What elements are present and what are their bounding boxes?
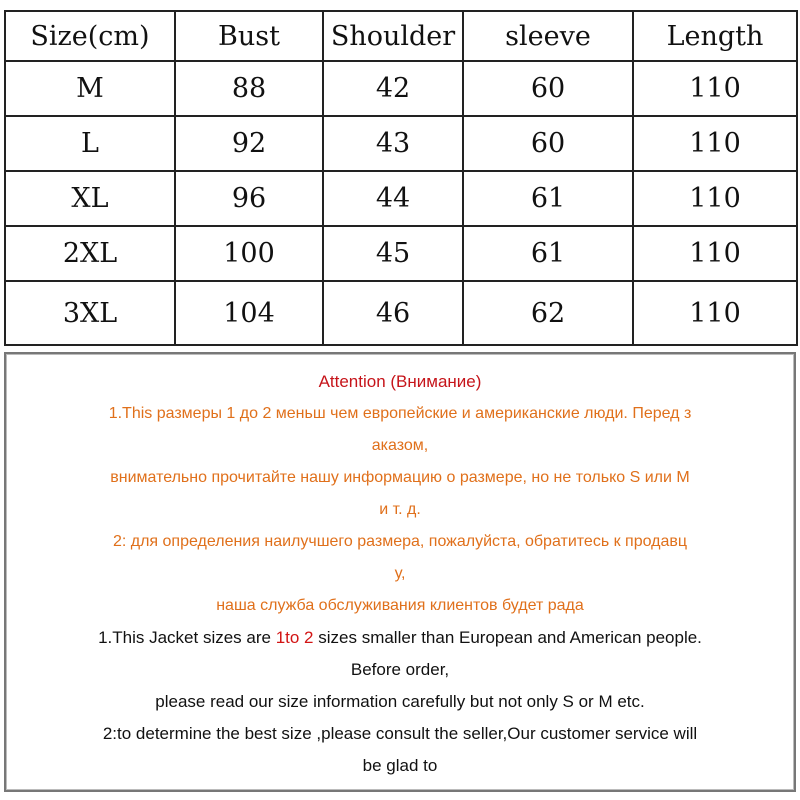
cell-shoulder: 45 [323,226,463,281]
cell-bust: 104 [175,281,323,345]
cell-length: 110 [633,116,797,171]
table-row [5,61,797,116]
cell-size: XL [5,171,175,226]
table-row [5,116,797,171]
cell-sleeve: 60 [463,61,633,116]
cell-size: 3XL [5,281,175,345]
header-shoulder: Shoulder [323,11,463,61]
cell-sleeve: 61 [463,171,633,226]
russian-line: наша служба обслуживания клиентов будет рада [216,597,584,614]
header-bust: Bust [175,11,323,61]
cell-bust: 88 [175,61,323,116]
header-sleeve: sleeve [463,11,633,61]
cell-size: M [5,61,175,116]
header-size: Size(cm) [5,11,175,61]
cell-length: 110 [633,61,797,116]
russian-line: аказом, [371,437,429,454]
cell-bust: 100 [175,226,323,281]
cell-length: 110 [633,171,797,226]
size-difference-highlight: 1to 2 [275,628,314,647]
english-line: Before order, [350,660,450,679]
cell-length: 110 [633,281,797,345]
russian-line: и т. д. [379,501,421,518]
cell-shoulder: 44 [323,171,463,226]
header-length: Length [633,11,797,61]
english-line-end: sizes smaller than European and American people. [313,628,702,647]
russian-line: 2: для определения наилучшего размера, пожалуйста, обратитесь к продавц [112,533,688,550]
table-row [5,226,797,281]
cell-shoulder: 46 [323,281,463,345]
russian-line: внимательно прочитайте нашу информацию о размере, но не только S или M [110,469,690,486]
english-line: please read our size information carefully but not only S or M etc. [155,692,645,711]
russian-line: 1.This размеры 1 до 2 меньш чем европейские и американские люди. Перед з [108,405,692,422]
cell-bust: 96 [175,171,323,226]
cell-sleeve: 62 [463,281,633,345]
cell-length: 110 [633,226,797,281]
cell-bust: 92 [175,116,323,171]
table-row [5,281,797,345]
english-line: 2:to determine the best size ,please consult the seller,Our customer service will [102,724,698,743]
size-chart-table [4,10,798,346]
attention-title: Attention (Внимание) [318,372,482,391]
english-line-start: 1.This Jacket sizes are [98,628,276,647]
cell-sleeve: 60 [463,116,633,171]
english-line: be glad to [362,756,438,775]
cell-sleeve: 61 [463,226,633,281]
cell-shoulder: 43 [323,116,463,171]
russian-line: у, [394,565,406,582]
table-header-row [5,11,797,61]
attention-notice-box [4,352,796,792]
cell-size: 2XL [5,226,175,281]
cell-shoulder: 42 [323,61,463,116]
cell-size: L [5,116,175,171]
table-row [5,171,797,226]
english-line [6,622,794,654]
